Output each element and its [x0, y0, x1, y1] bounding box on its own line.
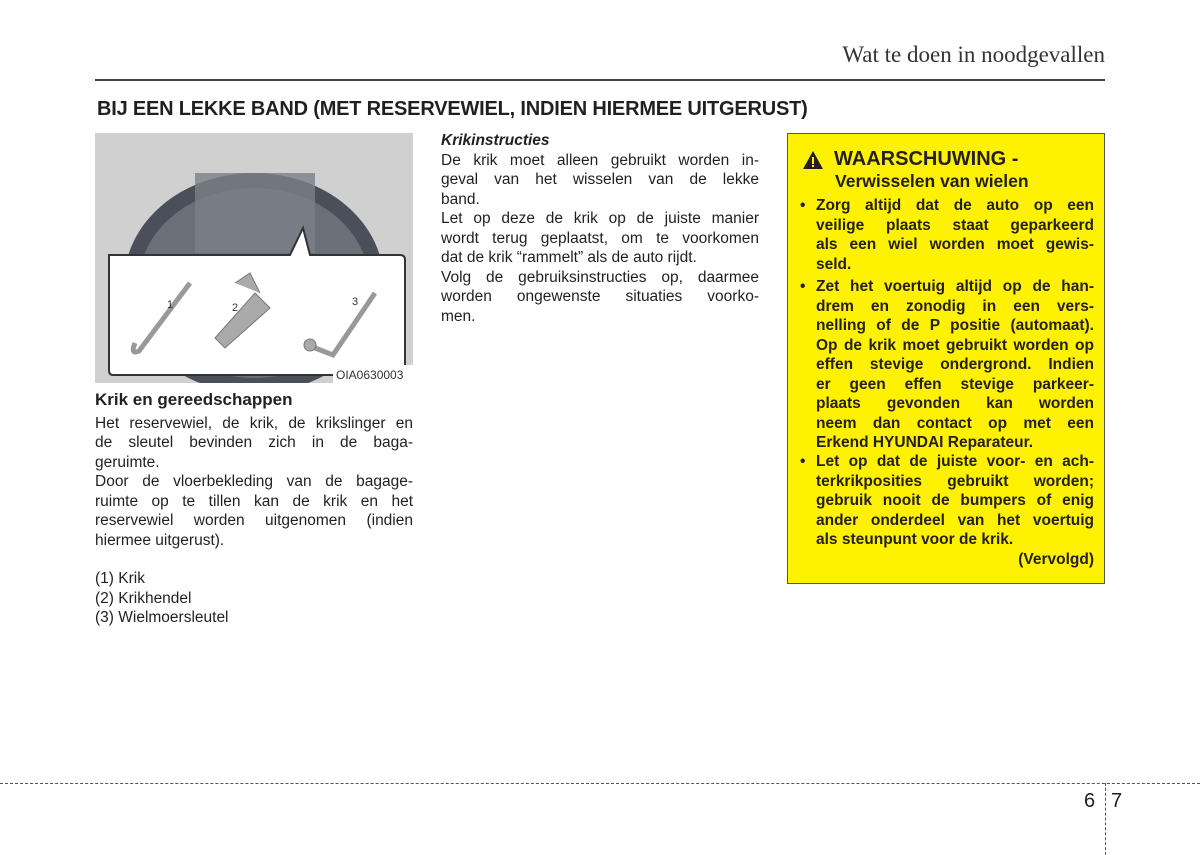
- text-line: terkrikposities gebruikt worden;: [816, 472, 1094, 490]
- text-line: nelling of de P positie (automaat).: [816, 317, 1094, 334]
- warning-bullet: [800, 277, 1094, 453]
- text-line: de sleutel bevinden zich in de baga-: [95, 434, 413, 451]
- warning-box: [787, 133, 1105, 584]
- text-line: Let op dat de juiste voor- en ach-: [816, 453, 1094, 470]
- continued-note: (Vervolgd): [1018, 551, 1094, 568]
- paragraph: [95, 472, 413, 550]
- chapter-number: 6: [1084, 790, 1096, 812]
- text-line: als steunpunt voor de krik.: [816, 531, 1014, 548]
- paragraph: [441, 268, 759, 327]
- text-line: Op de krik moet gebruikt worden op: [816, 336, 1094, 354]
- text-line: ander onderdeel van het voertuig: [816, 511, 1094, 529]
- text-line: gebruik nooit de bumpers of enig: [816, 492, 1094, 509]
- text-line: Het reservewiel, de krik, de krikslinger en: [95, 414, 413, 432]
- page-number: 7: [1111, 790, 1123, 812]
- text-line: (2) Krikhendel: [95, 589, 192, 607]
- text-line: (1) Krik: [95, 570, 145, 587]
- tool-list: [95, 569, 413, 628]
- section-title: BIJ EEN LEKKE BAND (MET RESERVEWIEL, INDIEN HIERMEE UITGERUST): [97, 98, 808, 120]
- text-line: seld.: [816, 255, 852, 273]
- text-line: ruimte op te tillen kan de krik en het: [95, 492, 413, 510]
- paragraph: [441, 151, 759, 210]
- text-line: er geen effen stevige parkeer-: [816, 375, 1094, 393]
- header-rule: [95, 79, 1105, 81]
- text-line: neem dan contact op met een: [816, 414, 1094, 432]
- text-line: als een wiel worden moet gewis-: [816, 236, 1094, 253]
- text-line: Door de vloerbekleding van de bagage-: [95, 473, 413, 490]
- text-line: reservewiel worden uitgenomen (indien: [95, 512, 413, 529]
- jack-tools-illustration: [95, 133, 413, 383]
- warning-triangle-icon: [802, 150, 824, 170]
- text-line: geruimte.: [95, 453, 160, 471]
- chapter-header: Wat te doen in noodgevallen: [842, 42, 1105, 67]
- left-column: [95, 390, 413, 628]
- warning-subtitle: Verwisselen van wielen: [835, 171, 1029, 191]
- bullet: •: [800, 278, 806, 295]
- text-line: De krik moet alleen gebruikt worden in-: [441, 151, 759, 169]
- text-line: drem en zonodig in een vers-: [816, 297, 1094, 315]
- text-line: Zet het voertuig altijd op de han-: [816, 278, 1094, 295]
- text-line: (3) Wielmoersleutel: [95, 609, 229, 626]
- footer-rule: [0, 783, 1200, 784]
- label-2: 2: [232, 302, 239, 314]
- heading-tools: Krik en gereedschappen: [95, 390, 293, 409]
- text-line: dat de krik “rammelt” als de auto rijdt.: [441, 249, 697, 266]
- page-divider: [1105, 783, 1106, 855]
- text-line: plaats gevonden kan worden: [816, 395, 1094, 412]
- figure-code: OIA0630003: [336, 368, 404, 382]
- text-line: Erkend HYUNDAI Reparateur.: [816, 434, 1034, 451]
- text-line: effen stevige ondergrond. Indien: [816, 356, 1094, 373]
- paragraph: [95, 414, 413, 473]
- text-line: geval van het wisselen van de lekke: [441, 171, 759, 188]
- warning-bullet: [800, 452, 1094, 550]
- text-line: Volg de gebruiksinstructies op, daarmee: [441, 268, 759, 286]
- text-line: Let op deze de krik op de juiste manier: [441, 210, 759, 227]
- text-line: Zorg altijd dat de auto op een: [816, 197, 1094, 214]
- text-line: wordt terug geplaatst, om te voorkomen: [441, 229, 759, 247]
- text-line: veilige plaats staat geparkeerd: [816, 216, 1094, 234]
- heading-jack-instructions: Krikinstructies: [441, 132, 550, 149]
- paragraph: [441, 209, 759, 268]
- text-line: worden ongewenste situaties voorko-: [441, 288, 759, 305]
- label-1: 1: [167, 299, 174, 311]
- text-line: hiermee uitgerust).: [95, 531, 225, 549]
- label-3: 3: [352, 296, 359, 308]
- bullet: •: [800, 197, 806, 214]
- warning-title: WAARSCHUWING -: [834, 148, 1019, 170]
- middle-column: [441, 131, 759, 326]
- text-line: men.: [441, 307, 476, 325]
- warning-bullet: [800, 196, 1094, 274]
- bullet: •: [800, 453, 806, 470]
- text-line: band.: [441, 190, 480, 208]
